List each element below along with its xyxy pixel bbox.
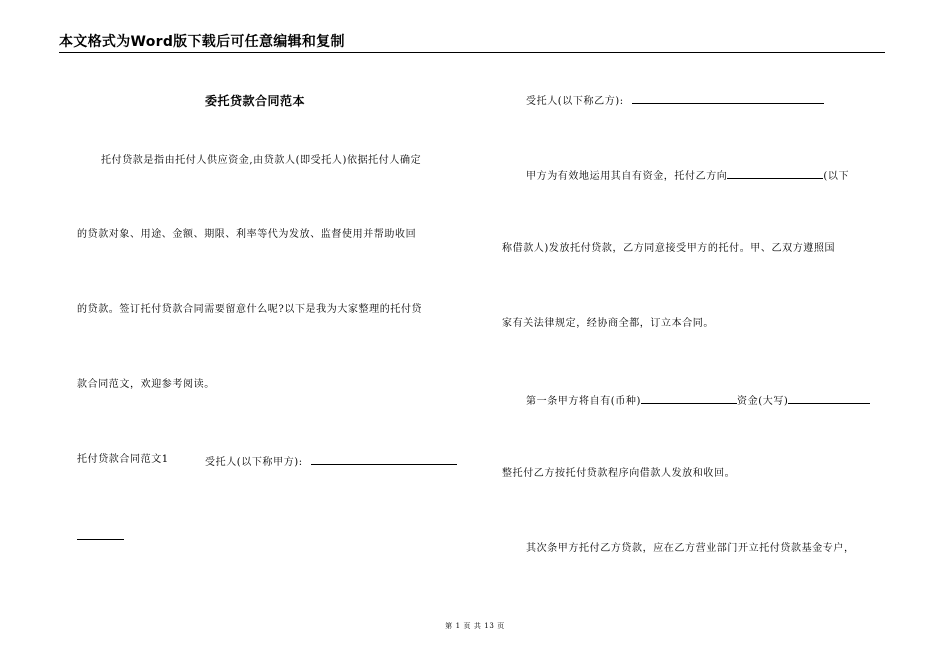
paragraph-line: 的贷款对象、用途、金额、期限、利率等代为发放、监督使用并帮助收回 [77,229,417,240]
principal-label: 受托人(以下称甲方): [205,457,303,468]
paragraph-line: 的贷款。签订托付贷款合同需要留意什么呢?以下是我为大家整理的托付贷 [77,304,423,315]
trustee-label: 受托人(以下称乙方): [526,96,624,107]
article-1-line [526,393,870,408]
currency-blank [641,393,737,404]
trustee-blank [632,93,824,104]
principal-line [205,454,457,469]
paragraph-line: 整托付乙方按托付贷款程序向借款人发放和收回。 [502,468,736,479]
paragraph-line: 托付贷款是指由托付人供应资金,由贷款人(即受托人)依据托付人确定 [101,155,422,166]
paragraph-line: 其次条甲方托付乙方贷款，应在乙方营业部门开立托付贷款基金专户， [526,543,855,554]
article-text: 资金(大写) [737,396,789,407]
paragraph-text: 甲方为有效地运用其自有资金，托付乙方向 [526,171,728,182]
paragraph-line: 家有关法律规定，经协商全都，订立本合同。 [502,318,714,329]
sample-heading: 托付贷款合同范文1 [77,454,169,465]
paragraph-line [526,168,849,183]
page-indicator: 第 1 页 共 13 页 [445,622,505,630]
principal-blank [311,454,457,465]
trustee-line [526,93,824,108]
article-text: 第一条甲方将自有(币种) [526,396,642,407]
paragraph-text: (以下 [823,171,850,182]
header-banner-text: 本文格式为Word版下载后可任意编辑和复制 [59,34,345,50]
document-header [59,34,885,53]
document-title: 委托贷款合同范本 [205,94,306,108]
paragraph-line: 称借款人)发放托付贷款，乙方同意接受甲方的托付。甲、乙双方遵照国 [502,243,836,254]
paragraph-line: 款合同范文，欢迎参考阅读。 [77,379,215,390]
amount-blank [788,393,870,404]
borrower-blank [727,168,823,179]
principal-blank-continuation [77,538,124,540]
